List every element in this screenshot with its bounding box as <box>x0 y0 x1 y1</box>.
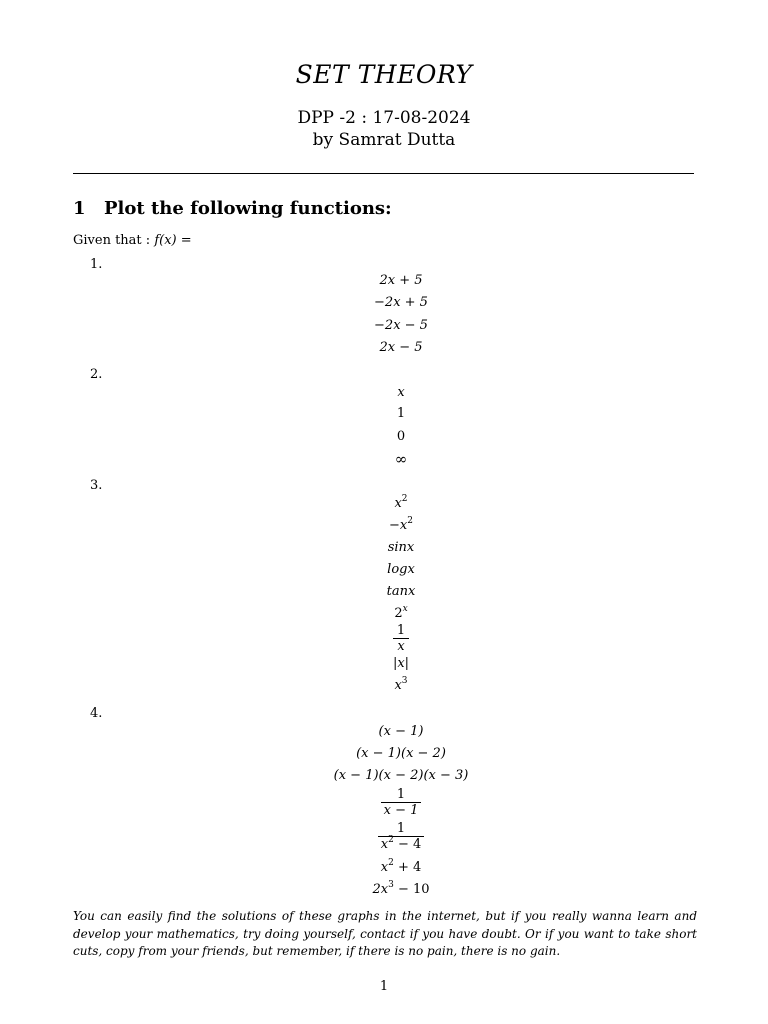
document-subtitle: DPP -2 : 17-08-2024 <box>297 108 471 128</box>
item-1-expr-1: 2x + 5 <box>379 273 423 288</box>
den-base: x <box>380 837 389 852</box>
item-3-expr-5: tanx <box>386 584 416 599</box>
item-1-label: 1. <box>90 257 103 272</box>
base: x <box>380 860 389 875</box>
section-title: Plot the following functions: <box>104 198 392 219</box>
fraction <box>393 623 409 654</box>
rest: − 10 <box>393 882 430 897</box>
item-4-expr-7 <box>284 882 518 898</box>
exponent: x <box>402 604 408 614</box>
section-number: 1 <box>73 198 86 219</box>
item-2-expr-2: 1 <box>396 406 406 421</box>
exponent: 3 <box>388 880 394 890</box>
item-3-expr-6 <box>284 606 518 622</box>
given-text: Given that : <box>73 233 155 248</box>
item-3-expr-3: sinx <box>387 540 415 555</box>
section-heading <box>73 198 392 219</box>
base: 2x <box>372 882 389 897</box>
item-3-expr-7 <box>284 623 518 654</box>
numerator: 1 <box>396 821 406 836</box>
item-1-expr-2: −2x + 5 <box>374 295 428 310</box>
exponent: 2 <box>401 494 408 504</box>
item-4-expr-4 <box>284 787 518 818</box>
item-3-expr-4: logx <box>387 562 415 577</box>
fraction <box>381 787 422 818</box>
page-number: 1 <box>379 979 389 994</box>
denominator: x − 1 <box>381 802 422 818</box>
item-2-label: 2. <box>90 367 103 382</box>
den-exponent: 2 <box>388 835 394 845</box>
document-author: by Samrat Dutta <box>312 130 456 150</box>
item-2-expr-3: 0 <box>396 429 406 444</box>
item-2-expr-1: x <box>397 385 405 400</box>
item-4-expr-2: (x − 1)(x − 2) <box>356 746 446 761</box>
item-3-label: 3. <box>90 478 103 493</box>
den-rest: − 4 <box>393 837 422 852</box>
item-4-expr-6 <box>284 860 518 876</box>
item-1-expr-4: 2x − 5 <box>379 340 423 355</box>
item-3-expr-8: |x| <box>392 656 410 671</box>
item-3-expr-2 <box>284 518 518 534</box>
item-3-expr-1 <box>284 496 518 512</box>
item-4-label: 4. <box>90 706 103 721</box>
fraction <box>378 821 425 852</box>
rest: + 4 <box>393 860 422 875</box>
exponent: 2 <box>388 858 394 868</box>
given-expression: f(x) = <box>154 233 192 248</box>
numerator: 1 <box>396 623 406 638</box>
exponent: 3 <box>401 676 408 686</box>
item-4-expr-3: (x − 1)(x − 2)(x − 3) <box>333 768 469 783</box>
base: −x <box>389 518 408 533</box>
numerator: 1 <box>396 787 406 802</box>
item-2-expr-4: ∞ <box>394 450 408 468</box>
denominator: x <box>393 638 409 654</box>
exponent: 2 <box>407 516 413 526</box>
document-title: SET THEORY <box>295 60 473 89</box>
item-3-expr-9 <box>284 678 518 694</box>
title-rule <box>73 173 694 174</box>
item-4-expr-1: (x − 1) <box>378 724 424 739</box>
base: 2 <box>394 606 403 621</box>
closing-note: You can easily find the solutions of these graphs in the internet, but if you really wanna learn and develop your mathematics, try doing yourself, contact if you have doubt. Or if you want to take short cuts, copy from your friends, but remember, if there is no pain, there is no gain. <box>73 909 697 958</box>
item-4-expr-5 <box>284 821 518 852</box>
given-line <box>73 233 192 248</box>
denominator <box>378 836 425 852</box>
item-1-expr-3: −2x − 5 <box>374 318 428 333</box>
base: x <box>394 496 402 511</box>
base: x <box>394 678 402 693</box>
